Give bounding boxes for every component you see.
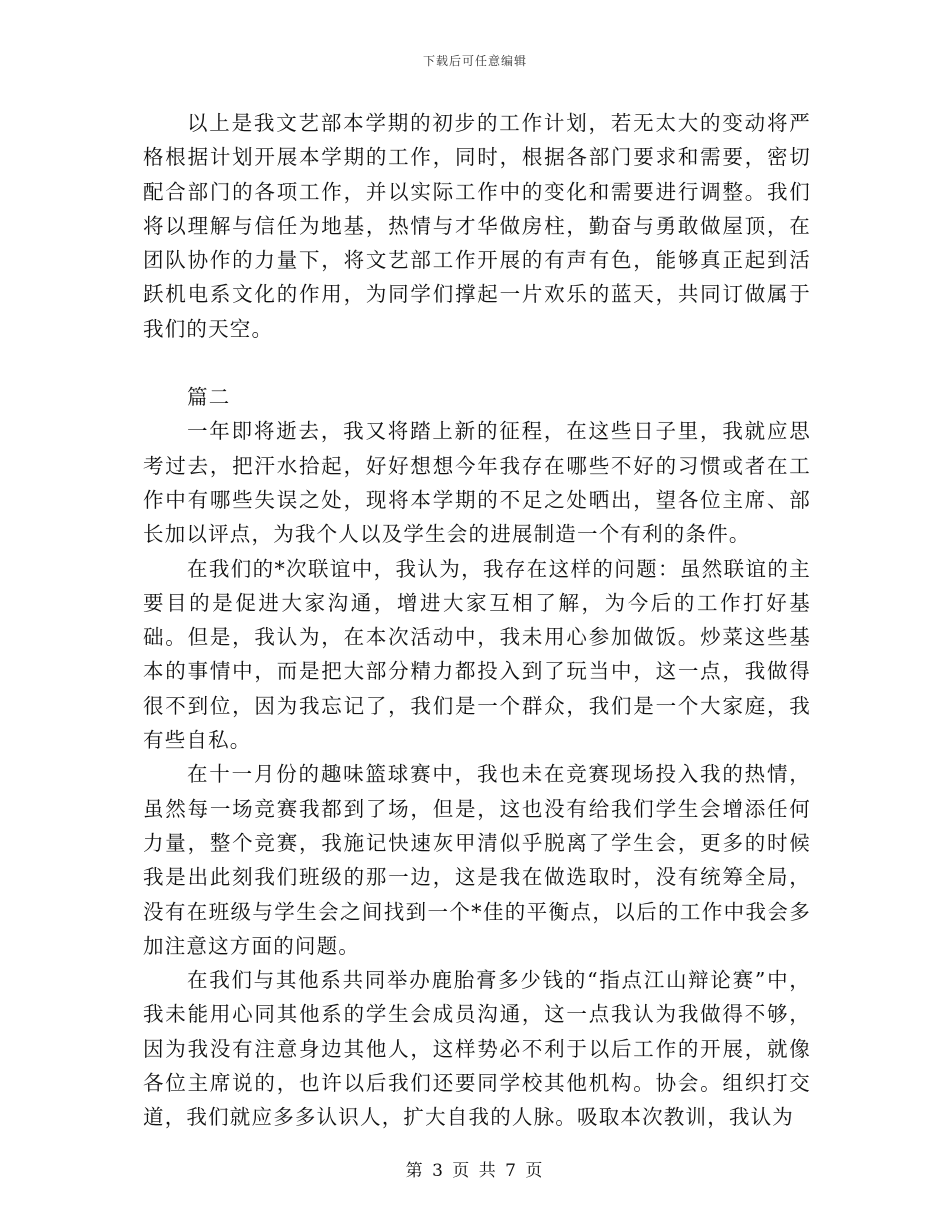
page-number-footer: 第 3 页 共 7 页 xyxy=(405,1161,545,1181)
paragraph-year-review: 一年即将逝去，我又将踏上新的征程，在这些日子里，我就应思考过去，把汗水拾起，好好想想今年我存在哪些不好的习惯或者在工作中有哪些失误之处，现将本学期的不足之处晒出，望各位主席、部长加以评点，为我个人以及学生会的进展制造一个有利的条件。 xyxy=(143,419,811,547)
document-body xyxy=(143,106,811,1135)
section-heading: 篇二 xyxy=(187,385,231,410)
paragraph-basketball-game: 在十一月份的趣味篮球赛中，我也未在竞赛现场投入我的热情，虽然每一场竞赛我都到了场，但是，这也没有给我们学生会增添任何力量，整个竞赛，我施记快速灰甲清似乎脱离了学生会，更多的时候我是出此刻我们班级的那一边，这是我在做选取时，没有统筹全局，没有在班级与学生会之间找到一个*佳的平衡点，以后的工作中我会多加注意这方面的问题。 xyxy=(143,762,811,958)
paragraph-work-plan-summary: 以上是我文艺部本学期的初步的工作计划，若无太大的变动将严格根据计划开展本学期的工作，同时，根据各部门要求和需要，密切配合部门的各项工作，并以实际工作中的变化和需要进行调整。我们将以理解与信任为地基，热情与才华做房柱，勤奋与勇敢做屋顶，在团队协作的力量下，将文艺部工作开展的有声有色，能够真正起到活跃机电系文化的作用，为同学们撑起一片欢乐的蓝天，共同订做属于我们的天空。 xyxy=(143,111,811,341)
paragraph-debate-contest: 在我们与其他系共同举办鹿胎膏多少钱的“指点江山辩论赛”中，我未能用心同其他系的学生会成员沟通，这一点我认为我做得不够，因为我没有注意身边其他人，这样势必不利于以后工作的开展，就像各位主席说的，也许以后我们还要同学校其他机构。协会。组织打交道，我们就应多多认识人，扩大自我的人脉。吸取本次教训，我认为 xyxy=(143,968,811,1130)
page-header-note: 下载后可任意编辑 xyxy=(422,54,527,68)
paragraph-social-event: 在我们的*次联谊中，我认为，我存在这样的问题：虽然联谊的主要目的是促进大家沟通，增进大家互相了解，为今后的工作打好基础。但是，我认为，在本次活动中，我未用心参加做饭。炒菜这些基本的事情中，而是把大部分精力都投入到了玩当中，这一点，我做得很不到位，因为我忘记了，我们是一个群众，我们是一个大家庭，我有些自私。 xyxy=(143,556,811,753)
